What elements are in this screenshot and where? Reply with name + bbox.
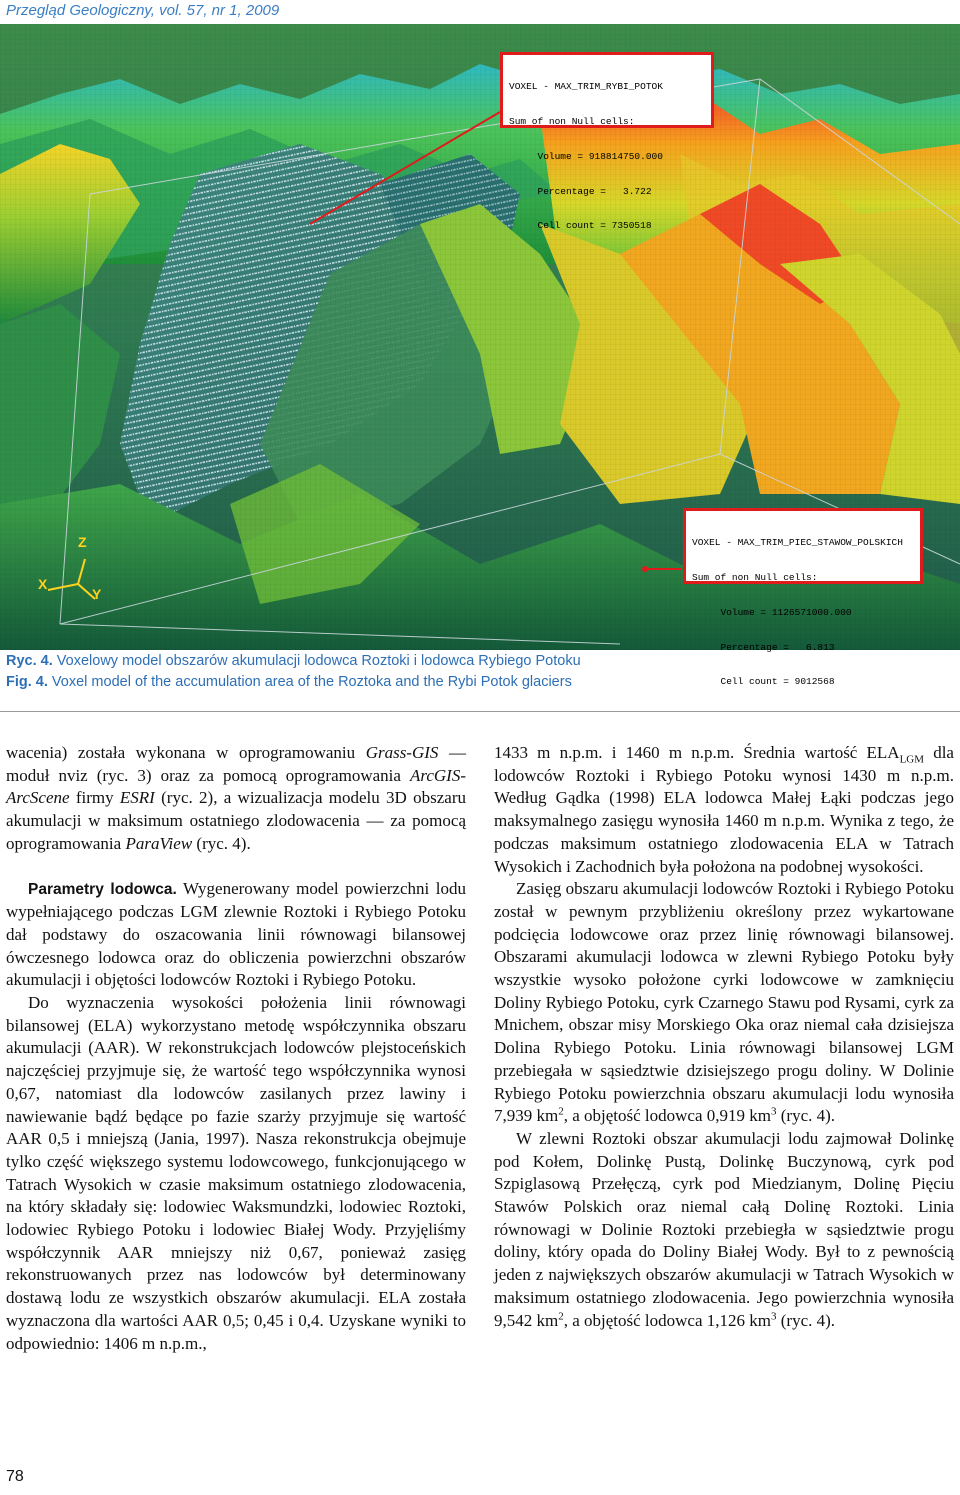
text-run: Wygenerowany model powierzchni lodu wypełniającego podczas LGM zlewnie Roztoki i Rybiego Potoku dał podstawy do oszacowania linii równowagi bilansowej ówczesnego lodowca oraz do obliczenia powierzchni obszarów akumulacji i objętości lodowców Roztoki i Rybiego Potoku.	[6, 878, 467, 990]
axis-x-label: X	[38, 576, 48, 592]
voxbox1-line: Volume = 918814750.000	[509, 150, 663, 162]
voxel-stats-box-rybi-potok	[500, 52, 714, 232]
superscript: 2	[558, 1105, 564, 1118]
text-run: firmy	[69, 788, 120, 808]
software-name: ArcGIS-ArcScene	[6, 765, 466, 808]
superscript: 3	[771, 1309, 777, 1322]
voxbox2-line: Percentage = 6.813	[692, 641, 835, 653]
caption-polish	[6, 653, 581, 669]
text-run: (ryc. 4).	[776, 1106, 836, 1126]
software-name: ParaView	[125, 833, 193, 853]
journal-header: Przegląd Geologiczny, vol. 57, nr 1, 2009	[6, 2, 280, 19]
voxbox2-line: Cell count = 9012568	[692, 676, 835, 688]
caption-pl-text: Voxelowy model obszarów akumulacji lodowca Roztoki i lodowca Rybiego Potoku	[52, 653, 581, 669]
voxbox1-line: Cell count = 7350518	[509, 220, 652, 232]
superscript: 2	[558, 1309, 564, 1322]
text-run: (ryc. 4).	[776, 1310, 836, 1330]
right-paragraph-2	[494, 878, 954, 1128]
page-number: 78	[6, 1468, 24, 1485]
caption-en-label: Fig. 4.	[6, 674, 48, 690]
caption-pl-label: Ryc. 4.	[6, 653, 53, 669]
software-name: Grass-GIS	[365, 743, 439, 762]
text-run: (ryc. 4).	[192, 833, 251, 853]
text-run: (ryc. 2), a wizualizacja modelu 3D obszaru akumulacji w maksimum ostatniego zlodowacenia — za pomocą oprogramowania	[6, 788, 466, 853]
superscript: 3	[771, 1105, 777, 1118]
text-run: , a objętość lodowca 1,126 km	[563, 1310, 771, 1330]
text-run: — moduł nviz (ryc. 3) oraz za pomocą oprogramowania	[6, 743, 466, 785]
left-paragraph-1	[6, 742, 466, 856]
right-paragraph-1	[494, 742, 954, 878]
voxbox2-line: VOXEL - MAX_TRIM_PIEC_STAWOW_POLSKICH	[692, 537, 903, 549]
text-run: Zasięg obszaru akumulacji lodowców Roztoki i Rybiego Potoku został w pewnym przybliżeniu określony przez wykartowane podcięcia lodowcowe oraz przez linię równowagi bilansowej. Obszarami akumulacji lodowca w zlewni Rybiego Potoku były wszystkie wysoko położone cyrki lodowcowe w zamknięciu Doliny Rybiego Potoku, cyrk Czarnego Stawu pod Rysami, cyrk za Mnichem, obszar misy Morskiego Oka oraz niemal cała dzisiejsza Dolina Rybiego Potoku. Linia równowagi bilansowej LGM przebiegała w sąsiedztwie dzisiejszego progu doliny. W Dolinie Rybiego Potoku powierzchnia obszaru akumulacji lodu wynosiła 7,939 km	[494, 879, 954, 1126]
axis-z-label: Z	[78, 534, 87, 550]
voxbox2-line: Sum of non Null cells:	[692, 571, 818, 583]
text-run: , a objętość lodowca 0,919 km	[563, 1106, 771, 1126]
voxbox1-line: Percentage = 3.722	[509, 185, 652, 197]
right-paragraph-3	[494, 1128, 954, 1332]
text-run: 1433 m n.p.m. i 1460 m n.p.m. Średnia wartość ELA	[494, 743, 900, 762]
text-run: W zlewni Roztoki obszar akumulacji lodu zajmował Dolinkę pod Kołem, Dolinkę Pustą, Dolinkę Buczynową, cyrk pod Szpiglasową Przełęczą, cyrk pod Miedzianym, Dolinę Pięciu Stawów Polskich oraz niemal całą Dolinę Roztoki. Linia równowagi w Dolinie Roztoki przebiegła w sąsiedztwie progu doliny, który opada do Doliny Białej Wody. Był to z pewnością jeden z największych obszarów akumulacji w Tatrach Wysokich w maksimum ostatniego zlodowacenia. Jego powierzchnia wynosiła 9,542 km	[494, 1128, 954, 1330]
text-run: dla lodowców Roztoki i Rybiego Potoku wynosi 1430 m n.p.m. Według Gądka (1998) ELA lodowca Małej Łąki podczas jego maksymalnego zasięgu wynosiła 1460 m n.p.m. Wynika z tego, że podczas maksimum ostatniego zlodowacenia ELA w Tatrach Wysokich i Zachodnich była położona na podobnej wysokości.	[494, 743, 954, 876]
voxel-stats-box-piec-stawow	[683, 508, 923, 688]
voxbox2-line: Volume = 1126571000.000	[692, 606, 852, 618]
caption-english	[6, 674, 572, 690]
right-column	[494, 742, 954, 1332]
section-heading: Parametry lodowca.	[28, 880, 177, 898]
voxbox1-line: Sum of non Null cells:	[509, 115, 635, 127]
subscript: LGM	[899, 753, 925, 766]
left-paragraph-3: Do wyznaczenia wysokości położenia linii równowagi bilansowej (ELA) wykorzystano metodę współczynnika obszaru akumulacji (AAR). W rekonstrukcjach lodowców plejstoceńskich najczęściej przyjmuje się, że wartość tego współczynnika wynosi 0,67, natomiast dla lodowców zasilanych przez lawiny i nawiewanie bądź będące po fazie szarży przyjmuje się wartość AAR 0,5 i mniejszą (Jania, 1997). Nasza rekonstrukcja obejmuje tylko część większego systemu lodowcowego, funkcjonującego w Tatrach Wysokich w czasie maksimum ostatniego zlodowacenia, na który składały się: lodowiec Waksmundzki, lodowiec Roztoki, lodowiec Rybiego Potoku i lodowiec Białej Wody. Przyjęliśmy współczynnik AAR mniejszy niż 0,67, ponieważ zasięg rekonstruowanych przez nas lodowców był determinowany dostawą lodu ze wszystkich obszarów akumulacji. ELA została wyznaczona dla wartości AAR 0,5; 0,45 i 0,4. Uzyskane wyniki to odpowiednio: 1406 m n.p.m.,	[6, 993, 466, 1353]
voxbox1-line: VOXEL - MAX_TRIM_RYBI_POTOK	[509, 81, 663, 93]
paragraph-gap	[6, 856, 466, 878]
axis-y-label: Y	[92, 586, 102, 602]
company-name: ESRI	[119, 788, 155, 808]
caption-divider	[0, 711, 960, 712]
left-column	[6, 742, 466, 1355]
text-run: wacenia) została wykonana w oprogramowaniu	[6, 743, 366, 762]
left-paragraph-2	[6, 878, 466, 993]
caption-en-text: Voxel model of the accumulation area of the Roztoka and the Rybi Potok glaciers	[47, 674, 572, 690]
